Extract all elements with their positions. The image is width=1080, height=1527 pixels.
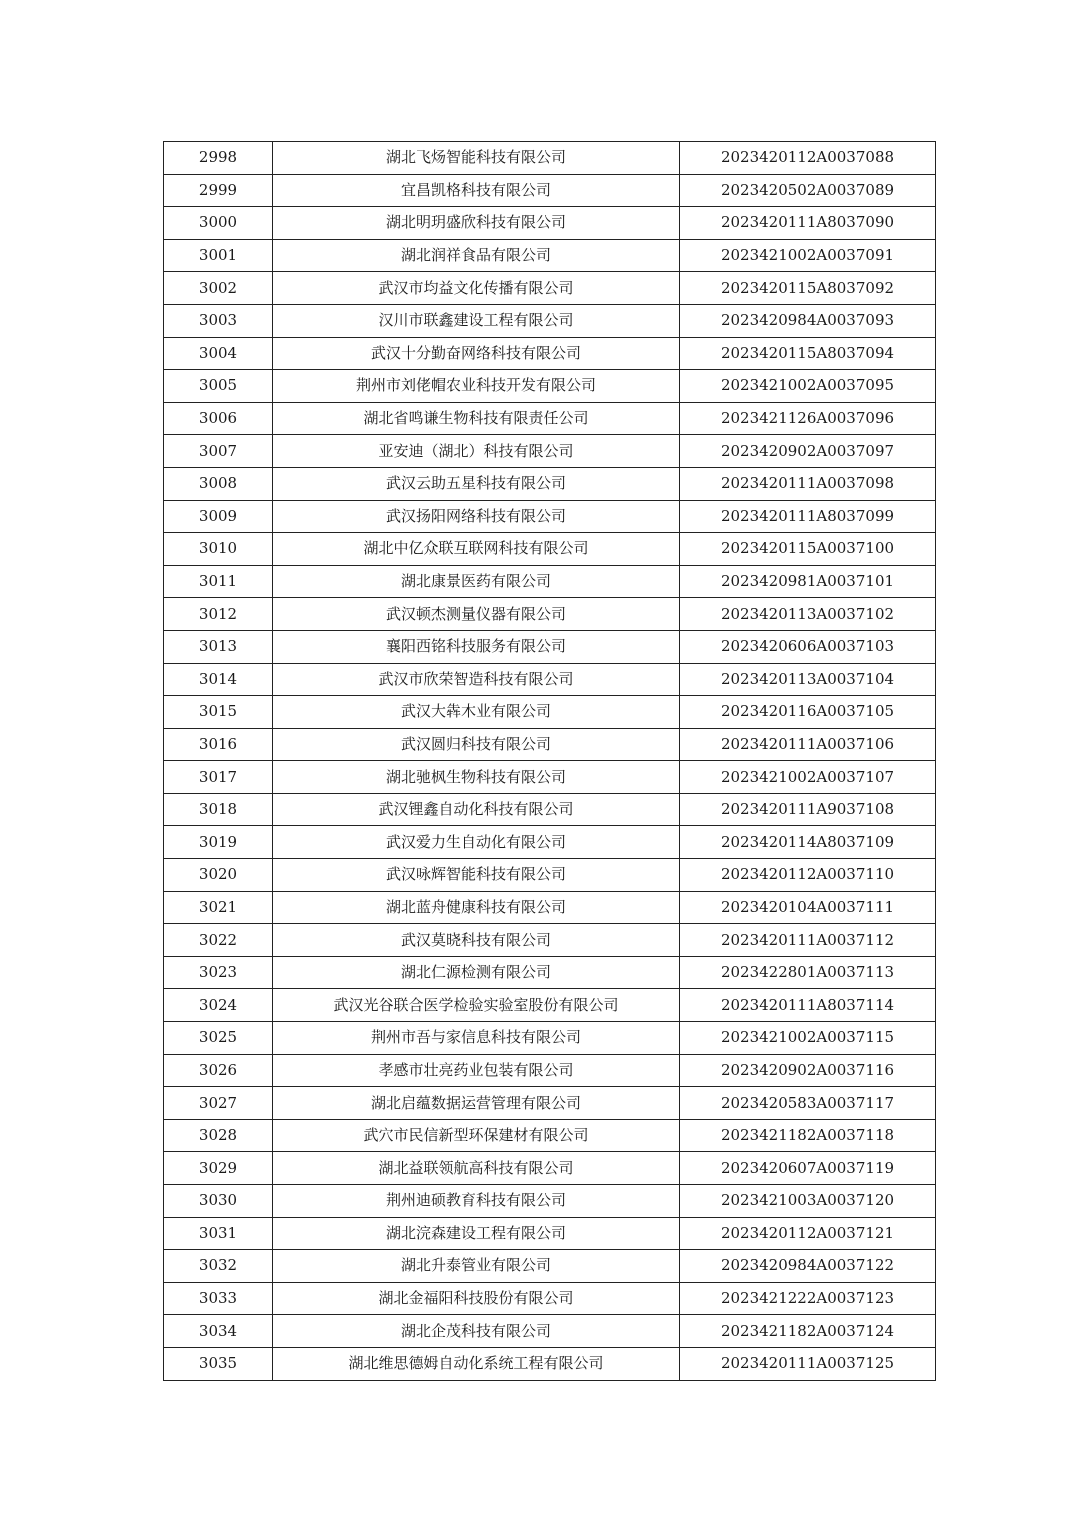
row-number-cell: 3006 [164,402,273,435]
company-name-cell: 湖北仁源检测有限公司 [273,956,680,989]
row-number-cell: 3020 [164,859,273,892]
registration-code-cell: 2023420111A8037090 [680,207,936,240]
table-row [164,989,936,1022]
company-name-cell: 湖北企茂科技有限公司 [273,1315,680,1348]
table-row [164,174,936,207]
table-row [164,533,936,566]
row-number-cell: 3004 [164,337,273,370]
registration-code-cell: 2023420606A0037103 [680,630,936,663]
table-row [164,1315,936,1348]
company-name-cell: 湖北蓝舟健康科技有限公司 [273,891,680,924]
table-row [164,924,936,957]
table-row [164,598,936,631]
registration-code-cell: 2023420112A0037088 [680,142,936,175]
registration-code-cell: 2023420502A0037089 [680,174,936,207]
registration-code-cell: 2023421126A0037096 [680,402,936,435]
row-number-cell: 3021 [164,891,273,924]
row-number-cell: 3018 [164,793,273,826]
company-name-cell: 荆州市刘佬帽农业科技开发有限公司 [273,370,680,403]
table-row [164,1250,936,1283]
table-row [164,728,936,761]
registration-code-cell: 2023420111A0037098 [680,467,936,500]
company-name-cell: 武汉云助五星科技有限公司 [273,467,680,500]
registration-code-cell: 2023421002A0037107 [680,761,936,794]
registration-code-cell: 2023420112A0037110 [680,859,936,892]
row-number-cell: 3033 [164,1282,273,1315]
registration-code-cell: 2023420984A0037093 [680,304,936,337]
row-number-cell: 3017 [164,761,273,794]
table-row [164,1119,936,1152]
registration-code-cell: 2023420607A0037119 [680,1152,936,1185]
row-number-cell: 3012 [164,598,273,631]
company-name-cell: 武汉顿杰测量仪器有限公司 [273,598,680,631]
company-name-cell: 武汉圆归科技有限公司 [273,728,680,761]
registration-code-cell: 2023420111A8037114 [680,989,936,1022]
table-row [164,1347,936,1380]
registration-code-cell: 2023421182A0037118 [680,1119,936,1152]
company-name-cell: 武汉市欣荣智造科技有限公司 [273,663,680,696]
registration-code-cell: 2023420115A8037094 [680,337,936,370]
row-number-cell: 3000 [164,207,273,240]
company-name-cell: 武汉爱力生自动化有限公司 [273,826,680,859]
row-number-cell: 3014 [164,663,273,696]
row-number-cell: 3007 [164,435,273,468]
row-number-cell: 3029 [164,1152,273,1185]
registration-code-cell: 2023420115A8037092 [680,272,936,305]
table-row [164,272,936,305]
row-number-cell: 3026 [164,1054,273,1087]
table-row [164,1054,936,1087]
company-name-cell: 湖北驰枫生物科技有限公司 [273,761,680,794]
row-number-cell: 2999 [164,174,273,207]
row-number-cell: 3022 [164,924,273,957]
company-name-cell: 湖北润祥食品有限公司 [273,239,680,272]
company-name-cell: 襄阳西铭科技服务有限公司 [273,630,680,663]
company-name-cell: 武汉光谷联合医学检验实验室股份有限公司 [273,989,680,1022]
registration-code-cell: 2023420116A0037105 [680,696,936,729]
table-row [164,207,936,240]
company-name-cell: 湖北升泰管业有限公司 [273,1250,680,1283]
row-number-cell: 3010 [164,533,273,566]
row-number-cell: 3016 [164,728,273,761]
table-row [164,793,936,826]
table-row [164,304,936,337]
table-row [164,142,936,175]
row-number-cell: 3019 [164,826,273,859]
company-name-cell: 汉川市联鑫建设工程有限公司 [273,304,680,337]
table-row [164,402,936,435]
row-number-cell: 3024 [164,989,273,1022]
company-name-cell: 湖北省鸣谦生物科技有限责任公司 [273,402,680,435]
registration-code-cell: 2023420583A0037117 [680,1087,936,1120]
registration-code-cell: 2023420981A0037101 [680,565,936,598]
company-name-cell: 宜昌凯格科技有限公司 [273,174,680,207]
table-row [164,467,936,500]
company-name-cell: 湖北中亿众联互联网科技有限公司 [273,533,680,566]
table-row [164,859,936,892]
company-name-cell: 湖北明玥盛欣科技有限公司 [273,207,680,240]
registration-code-cell: 2023421182A0037124 [680,1315,936,1348]
table-row [164,370,936,403]
company-name-cell: 武汉十分勤奋网络科技有限公司 [273,337,680,370]
row-number-cell: 3032 [164,1250,273,1283]
registration-code-cell: 2023420902A0037116 [680,1054,936,1087]
row-number-cell: 3035 [164,1347,273,1380]
registration-code-cell: 2023420113A0037104 [680,663,936,696]
table-row [164,1087,936,1120]
registration-code-cell: 2023421002A0037091 [680,239,936,272]
registration-code-cell: 2023420113A0037102 [680,598,936,631]
row-number-cell: 3034 [164,1315,273,1348]
row-number-cell: 3008 [164,467,273,500]
table-row [164,761,936,794]
table-row [164,435,936,468]
company-name-cell: 湖北益联领航高科技有限公司 [273,1152,680,1185]
registration-code-cell: 2023421003A0037120 [680,1185,936,1218]
table-row [164,956,936,989]
registration-code-cell: 2023420111A8037099 [680,500,936,533]
table-row [164,891,936,924]
company-name-cell: 湖北维思德姆自动化系统工程有限公司 [273,1347,680,1380]
company-name-cell: 武穴市民信新型环保建材有限公司 [273,1119,680,1152]
registration-code-cell: 2023420104A0037111 [680,891,936,924]
registration-code-cell: 2023420984A0037122 [680,1250,936,1283]
row-number-cell: 3025 [164,1022,273,1055]
table-row [164,630,936,663]
table-row [164,337,936,370]
registration-code-cell: 2023420111A0037125 [680,1347,936,1380]
registration-code-cell: 2023421002A0037115 [680,1022,936,1055]
row-number-cell: 3003 [164,304,273,337]
registration-code-cell: 2023420111A0037112 [680,924,936,957]
company-name-cell: 武汉市均益文化传播有限公司 [273,272,680,305]
row-number-cell: 3031 [164,1217,273,1250]
company-name-cell: 武汉锂鑫自动化科技有限公司 [273,793,680,826]
table-body [164,142,936,1381]
company-name-cell: 孝感市壮亮药业包装有限公司 [273,1054,680,1087]
company-name-cell: 武汉大犇木业有限公司 [273,696,680,729]
company-name-cell: 亚安迪（湖北）科技有限公司 [273,435,680,468]
row-number-cell: 3030 [164,1185,273,1218]
company-name-cell: 湖北康景医药有限公司 [273,565,680,598]
company-name-cell: 武汉咏辉智能科技有限公司 [273,859,680,892]
table-row [164,500,936,533]
row-number-cell: 3011 [164,565,273,598]
company-name-cell: 武汉莫晓科技有限公司 [273,924,680,957]
company-name-cell: 荆州迪硕教育科技有限公司 [273,1185,680,1218]
row-number-cell: 3015 [164,696,273,729]
registration-code-cell: 2023422801A0037113 [680,956,936,989]
row-number-cell: 3027 [164,1087,273,1120]
company-list-table [163,141,936,1381]
company-name-cell: 湖北金福阳科技股份有限公司 [273,1282,680,1315]
table-row [164,1022,936,1055]
row-number-cell: 3013 [164,630,273,663]
row-number-cell: 3023 [164,956,273,989]
table-row [164,1217,936,1250]
company-name-cell: 荆州市吾与家信息科技有限公司 [273,1022,680,1055]
company-name-cell: 湖北浣森建设工程有限公司 [273,1217,680,1250]
company-name-cell: 湖北飞炀智能科技有限公司 [273,142,680,175]
table-row [164,1152,936,1185]
registration-code-cell: 2023420112A0037121 [680,1217,936,1250]
registration-code-cell: 2023420902A0037097 [680,435,936,468]
row-number-cell: 3028 [164,1119,273,1152]
registration-code-cell: 2023420115A0037100 [680,533,936,566]
company-name-cell: 武汉扬阳网络科技有限公司 [273,500,680,533]
table-row [164,1185,936,1218]
row-number-cell: 3009 [164,500,273,533]
row-number-cell: 2998 [164,142,273,175]
registration-code-cell: 2023420111A0037106 [680,728,936,761]
table-row [164,696,936,729]
row-number-cell: 3002 [164,272,273,305]
registration-code-cell: 2023420111A9037108 [680,793,936,826]
table-row [164,565,936,598]
table-row [164,826,936,859]
company-name-cell: 湖北启蕴数据运营管理有限公司 [273,1087,680,1120]
row-number-cell: 3001 [164,239,273,272]
table-row [164,1282,936,1315]
table-row [164,239,936,272]
registration-code-cell: 2023420114A8037109 [680,826,936,859]
table-row [164,663,936,696]
registration-code-cell: 2023421002A0037095 [680,370,936,403]
row-number-cell: 3005 [164,370,273,403]
registration-code-cell: 2023421222A0037123 [680,1282,936,1315]
